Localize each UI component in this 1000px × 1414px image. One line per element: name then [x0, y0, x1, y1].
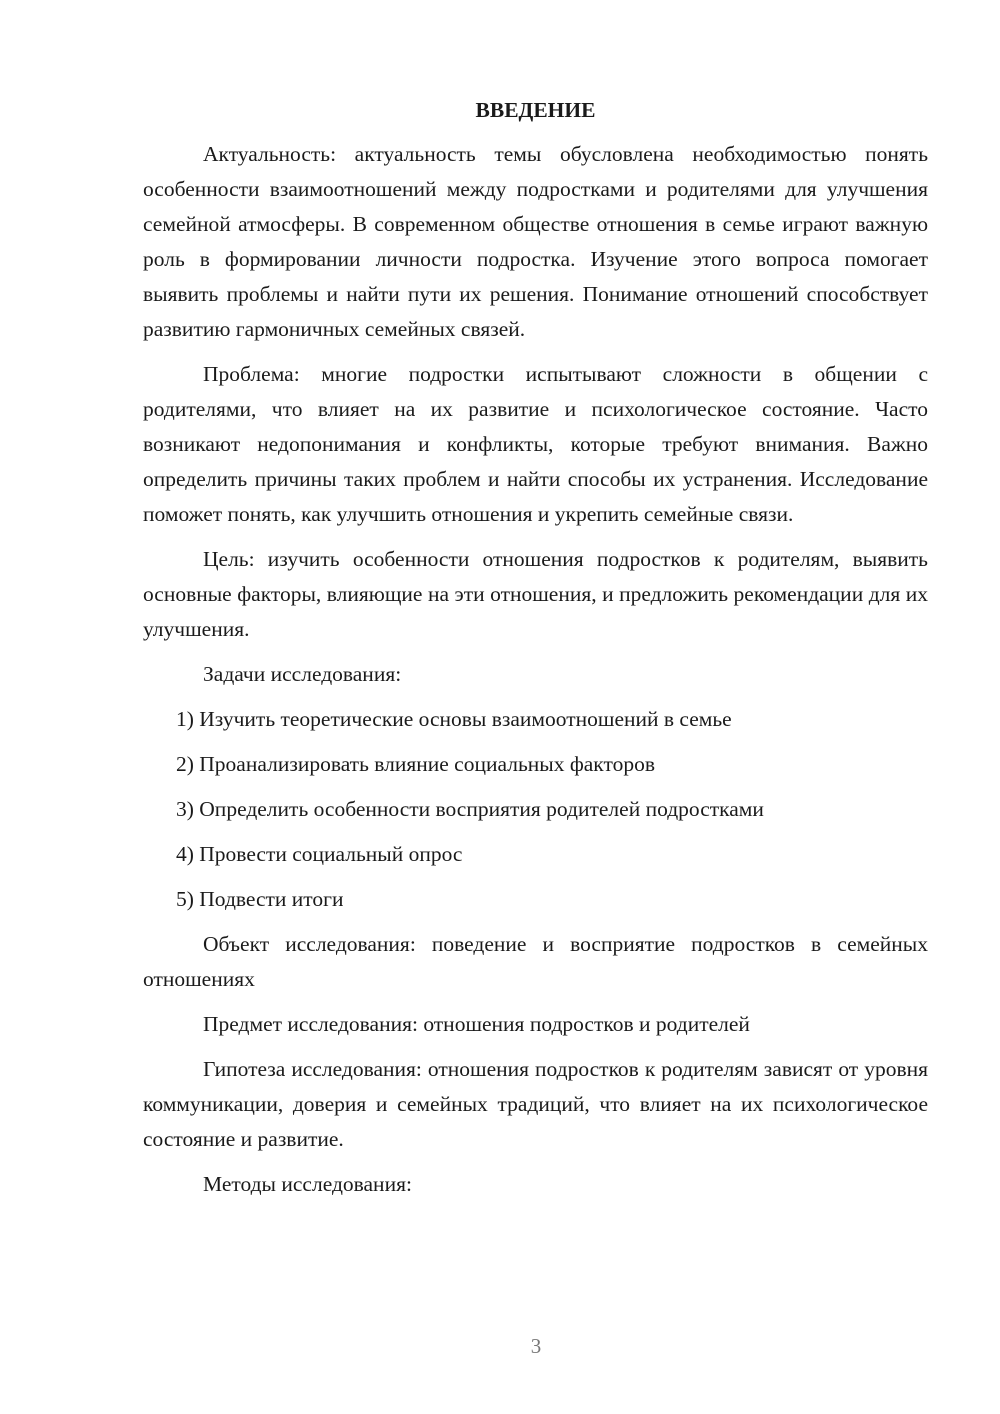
list-item: 5) Подвести итоги: [176, 887, 344, 911]
goal-paragraph: Цель: изучить особенности отношения подростков к родителям, выявить основные факторы, влияющие на эти отношения, и предложить рекомендации для их улучшения.: [143, 547, 928, 641]
list-item: 1) Изучить теоретические основы взаимоотношений в семье: [176, 707, 732, 731]
problem-paragraph: Проблема: многие подростки испытывают сложности в общении с родителями, что влияет на их развитие и психологическое состояние. Часто возникают недопонимания и конфликты, которые требуют внимания. Важно определить причины таких проблем и найти способы их устранения. Исследование поможет понять, как улучшить отношения и укрепить семейные связи.: [143, 362, 928, 526]
relevance-paragraph: Актуальность: актуальность темы обусловлена необходимостью понять особенности взаимоотношений между подростками и родителями для улучшения семейной атмосферы. В современном обществе отношения в семье играют важную роль в формировании личности подростка. Изучение этого вопроса помогает выявить проблемы и найти пути их решения. Понимание отношений способствует развитию гармоничных семейных связей.: [143, 142, 928, 341]
methods-heading: Методы исследования:: [203, 1172, 412, 1196]
hypothesis-paragraph: Гипотеза исследования: отношения подростков к родителям зависят от уровня коммуникации, доверия и семейных традиций, что влияет на их психологическое состояние и развитие.: [143, 1057, 928, 1151]
document-page: [143, 95, 928, 1212]
list-item: 4) Провести социальный опрос: [176, 842, 463, 866]
list-item: 2) Проанализировать влияние социальных факторов: [176, 752, 655, 776]
object-paragraph: Объект исследования: поведение и восприятие подростков в семейных отношениях: [143, 932, 928, 991]
page-title: ВВЕДЕНИЕ: [475, 98, 596, 122]
tasks-heading: Задачи исследования:: [203, 662, 402, 686]
list-item: 3) Определить особенности восприятия родителей подростками: [176, 797, 764, 821]
subject-paragraph: Предмет исследования: отношения подростков и родителей: [203, 1012, 750, 1036]
tasks-list: [143, 702, 928, 917]
page-number: 3: [530, 1334, 542, 1358]
